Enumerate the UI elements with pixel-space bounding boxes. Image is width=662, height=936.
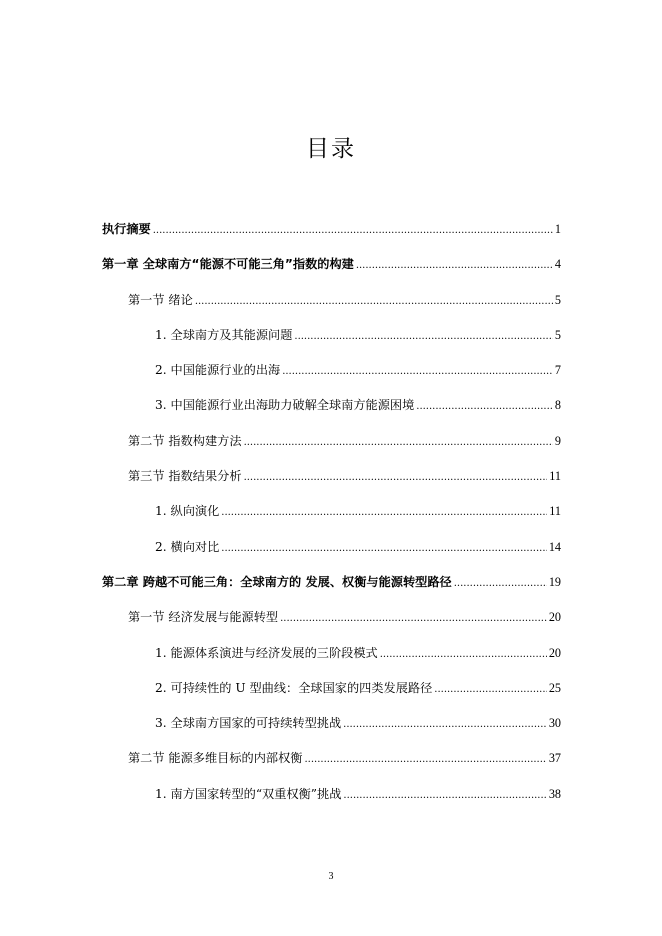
toc-entry-ch1-sec3-item2[interactable] bbox=[102, 539, 561, 574]
toc-entry-page: 30 bbox=[548, 716, 561, 731]
toc-entry-page: 19 bbox=[548, 574, 561, 589]
toc-entry-label: 3. 中国能源行业出海助力破解全球南方能源困境 bbox=[155, 398, 415, 413]
toc-dot-leader bbox=[153, 223, 553, 239]
toc-entry-ch2-sec1-item1[interactable] bbox=[102, 645, 561, 680]
toc-entry-label: 3. 全球南方国家的可持续转型挑战 bbox=[155, 716, 342, 731]
toc-dot-leader bbox=[294, 329, 553, 345]
toc-entry-page: 20 bbox=[548, 610, 561, 625]
toc-dot-leader bbox=[195, 294, 553, 310]
toc-entry-ch1-sec1-item3[interactable] bbox=[102, 397, 561, 432]
toc-entry-label: 1. 能源体系演进与经济发展的三阶段模式 bbox=[155, 645, 378, 660]
toc-dot-leader bbox=[280, 611, 547, 627]
toc-dot-leader bbox=[282, 364, 553, 380]
toc-entry-label: 第一节 经济发展与能源转型 bbox=[128, 610, 279, 625]
toc-entry-label: 第二节 指数构建方法 bbox=[128, 433, 242, 448]
toc-entry-page: 20 bbox=[548, 645, 561, 660]
toc-entry-ch1-sec1-item2[interactable] bbox=[102, 362, 561, 397]
toc-entry-label: 2. 横向对比 bbox=[155, 539, 220, 554]
toc-entry-ch1-sec1-item1[interactable] bbox=[102, 327, 561, 362]
toc-entry-ch2-sec1-item3[interactable] bbox=[102, 715, 561, 750]
page-number: 3 bbox=[328, 871, 334, 882]
toc-entry-page: 25 bbox=[548, 680, 561, 695]
toc-dot-leader bbox=[244, 435, 553, 451]
toc-entry-ch1-sec2[interactable] bbox=[102, 433, 561, 468]
toc-entry-label: 第二节 能源多维目标的内部权衡 bbox=[128, 751, 303, 766]
toc-dot-leader bbox=[434, 682, 547, 698]
toc-entry-page: 7 bbox=[554, 363, 561, 378]
toc-entry-ch1-sec3-item1[interactable] bbox=[102, 503, 561, 538]
toc-entry-chapter-2[interactable] bbox=[102, 574, 561, 609]
toc-entry-ch2-sec2-item1[interactable] bbox=[102, 786, 561, 821]
toc-entry-label: 第一章 全球南方“能源不可能三角”指数的构建 bbox=[102, 257, 354, 272]
toc-entry-ch2-sec1-item2[interactable] bbox=[102, 680, 561, 715]
toc-entry-label: 1. 南方国家转型的“双重权衡”挑战 bbox=[155, 786, 342, 801]
toc-entry-page: 14 bbox=[548, 539, 561, 554]
toc-entry-page: 1 bbox=[554, 222, 561, 236]
toc-entry-label: 第三节 指数结果分析 bbox=[128, 469, 242, 484]
toc-entry-page: 9 bbox=[554, 433, 561, 448]
toc-dot-leader bbox=[221, 505, 547, 521]
toc-entry-ch2-sec2[interactable] bbox=[102, 750, 561, 785]
toc-dot-leader bbox=[380, 647, 547, 663]
toc-dot-leader bbox=[343, 788, 546, 804]
toc-entry-ch1-sec1[interactable] bbox=[102, 292, 561, 327]
toc-entry-page: 38 bbox=[548, 786, 561, 801]
toc-entry-ch1-sec3[interactable] bbox=[102, 468, 561, 503]
toc-title: 目录 bbox=[306, 136, 356, 162]
toc-entry-label: 2. 中国能源行业的出海 bbox=[155, 363, 281, 378]
toc-entry-page: 11 bbox=[549, 469, 561, 484]
toc-entry-label: 第二章 跨越不可能三角：全球南方的 发展、权衡与能源转型路径 bbox=[102, 574, 452, 589]
toc-entry-label: 执行摘要 bbox=[102, 222, 151, 236]
table-of-contents bbox=[102, 221, 561, 821]
toc-entry-page: 4 bbox=[554, 257, 561, 272]
toc-entry-label: 1. 纵向演化 bbox=[155, 504, 220, 519]
toc-dot-leader bbox=[356, 258, 553, 274]
toc-entry-ch2-sec1[interactable] bbox=[102, 609, 561, 644]
toc-entry-label: 2. 可持续性的 U 型曲线：全球国家的四类发展路径 bbox=[155, 680, 433, 695]
toc-entry-executive-summary[interactable] bbox=[102, 221, 561, 256]
toc-dot-leader bbox=[244, 470, 548, 486]
toc-entry-page: 37 bbox=[548, 751, 561, 766]
toc-dot-leader bbox=[454, 576, 547, 592]
toc-dot-leader bbox=[416, 399, 553, 415]
toc-entry-label: 第一节 绪论 bbox=[128, 292, 193, 307]
toc-entry-page: 5 bbox=[554, 292, 561, 307]
toc-entry-label: 1. 全球南方及其能源问题 bbox=[155, 327, 293, 342]
toc-entry-page: 11 bbox=[549, 504, 561, 519]
toc-entry-chapter-1[interactable] bbox=[102, 256, 561, 291]
toc-dot-leader bbox=[343, 717, 547, 733]
toc-dot-leader bbox=[221, 541, 547, 557]
toc-dot-leader bbox=[305, 752, 547, 768]
toc-entry-page: 5 bbox=[554, 327, 561, 342]
toc-entry-page: 8 bbox=[554, 398, 561, 413]
